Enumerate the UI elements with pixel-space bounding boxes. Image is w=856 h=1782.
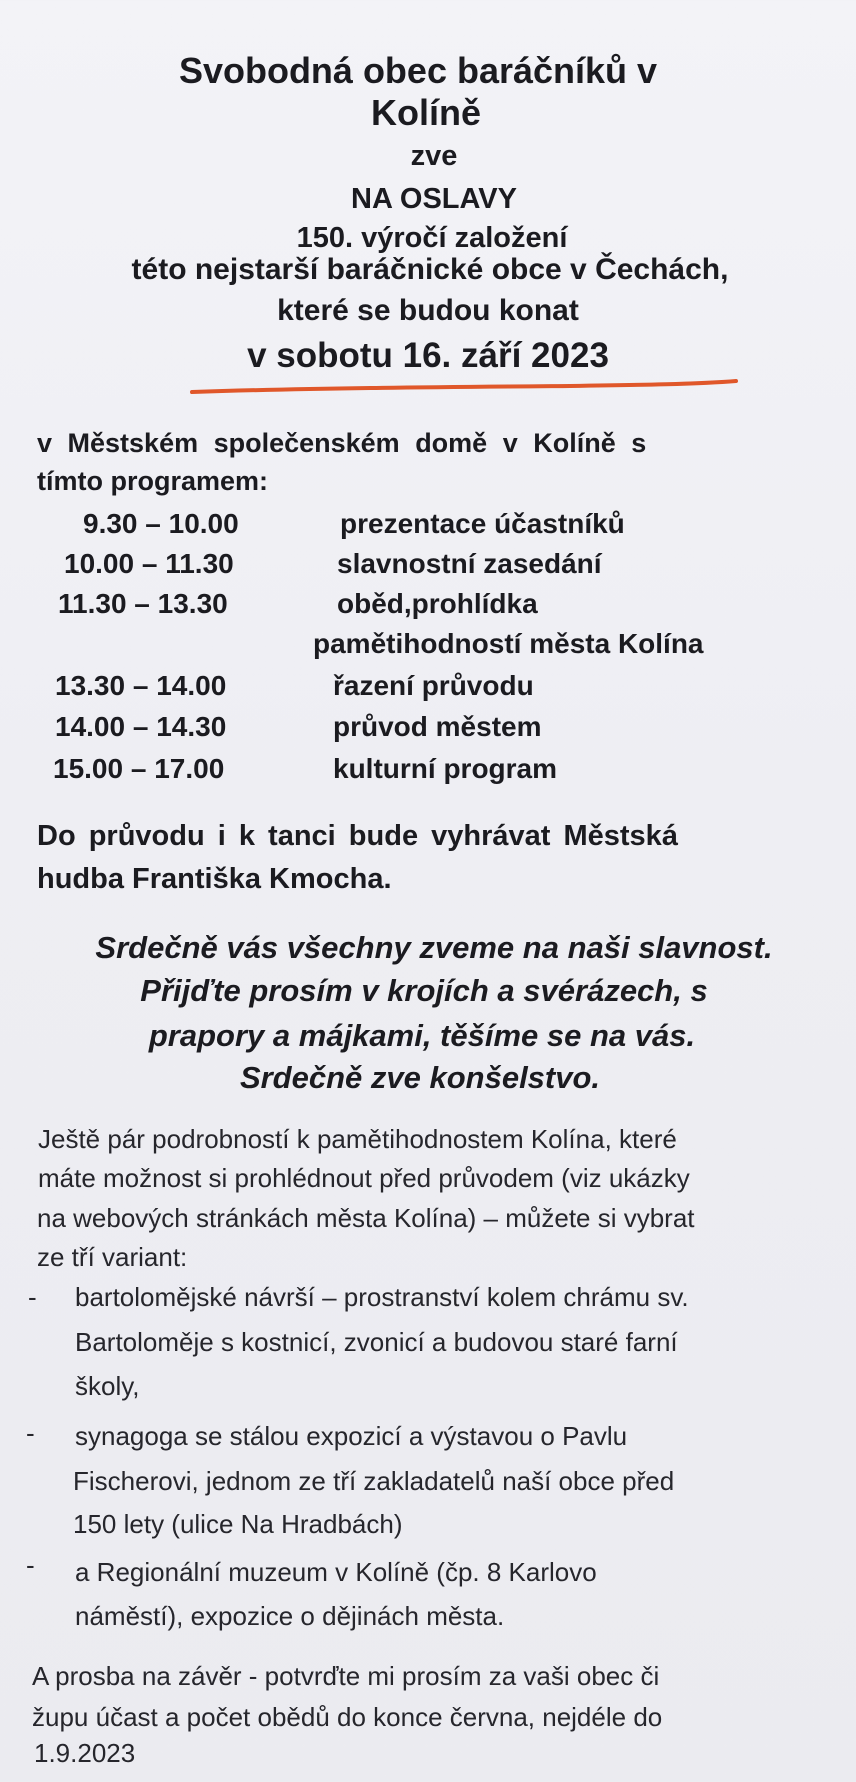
date-underline-stroke	[190, 378, 738, 398]
schedule-event: oběd,prohlídka	[337, 588, 538, 619]
schedule-time: 11.30 – 13.30	[58, 588, 228, 619]
event-heading: NA OSLAVY	[351, 183, 517, 215]
event-date: v sobotu 16. září 2023	[247, 336, 609, 375]
option-line: synagoga se stálou expozicí a výstavou o Pavlu	[75, 1421, 628, 1451]
details-line-2: máte možnost si prohlédnout před průvodem (viz ukázky	[38, 1163, 690, 1193]
schedule-event: průvod městem	[333, 711, 542, 742]
invitation-line-1: Srdečně vás všechny zveme na naši slavnost.	[95, 930, 773, 965]
closing-line-1: A prosba na závěr - potvrďte mi prosím za vaši obec či	[32, 1661, 660, 1691]
list-dash: -	[28, 1282, 37, 1312]
schedule-event: řazení průvodu	[333, 670, 534, 701]
option-line: 150 lety (ulice Na Hradbách)	[73, 1509, 403, 1539]
details-line-4: ze tří variant:	[37, 1242, 188, 1272]
list-dash: -	[26, 1418, 35, 1448]
closing-line-3: 1.9.2023	[34, 1738, 136, 1768]
oldest-community-line: této nejstarší baráčnické obce v Čechách,	[131, 253, 729, 286]
invites-word: zve	[410, 140, 458, 172]
schedule-row	[0, 588, 856, 626]
take-place-line: které se budou konat	[277, 294, 579, 327]
schedule-time: 14.00 – 14.30	[55, 711, 227, 742]
schedule-row	[0, 753, 856, 791]
venue-line: v Městském společenském domě v Kolíně s	[37, 428, 647, 458]
schedule-event: pamětihodností města Kolína	[313, 628, 704, 659]
details-line-3: na webových stránkách města Kolína) – můžete si vybrat	[37, 1203, 695, 1233]
program-intro-line: tímto programem:	[37, 466, 269, 496]
schedule-event: slavnostní zasedání	[337, 548, 602, 579]
schedule-time: 13.30 – 14.00	[55, 670, 227, 701]
schedule-row	[0, 508, 856, 546]
schedule-time: 15.00 – 17.00	[53, 753, 225, 784]
option-line: Bartoloměje s kostnicí, zvonicí a budovou staré farní	[75, 1327, 678, 1357]
music-line-2: hudba Františka Kmocha.	[37, 863, 392, 895]
option-line: bartoloměјské návrší – prostranství kolem chrámu sv.	[75, 1282, 689, 1312]
invitation-line-2: Přijďte prosím v krojích a svérázech, s	[140, 973, 708, 1008]
music-line-1: Do průvodu i k tanci bude vyhrávat Městská	[37, 820, 678, 852]
option-line: a Regionální muzeum v Kolíně (čp. 8 Karlovo	[75, 1557, 597, 1587]
option-line: náměstí), expozice o dějinách města.	[75, 1601, 505, 1631]
document-title-city: Kolíně	[370, 92, 481, 133]
schedule-event: prezentace účastníků	[340, 508, 625, 539]
schedule-time: 9.30 – 10.00	[83, 508, 239, 539]
schedule-row	[0, 548, 856, 586]
document-title: Svobodná obec baráčníků v	[178, 50, 658, 91]
schedule-time: 10.00 – 11.30	[64, 548, 234, 579]
schedule-event: kulturní program	[333, 753, 558, 784]
anniversary-line: 150. výročí založení	[296, 222, 568, 254]
schedule-row	[0, 670, 856, 708]
details-line-1: Ještě pár podrobností k pamětihodnostem Kolína, které	[38, 1124, 677, 1154]
list-dash: -	[26, 1550, 35, 1580]
invitation-signature: Srdečně zve konšelstvo.	[239, 1060, 601, 1095]
schedule-row-continuation	[0, 628, 856, 666]
invitation-line-3: prapory a májkami, těšíme se na vás.	[148, 1018, 696, 1053]
closing-line-2: župu účast a počet obědů do konce června, nejdéle do	[32, 1702, 663, 1732]
option-line: školy,	[75, 1371, 140, 1401]
option-line: Fischerovi, jednom ze tří zakladatelů naší obce před	[73, 1466, 675, 1496]
schedule-row	[0, 711, 856, 749]
